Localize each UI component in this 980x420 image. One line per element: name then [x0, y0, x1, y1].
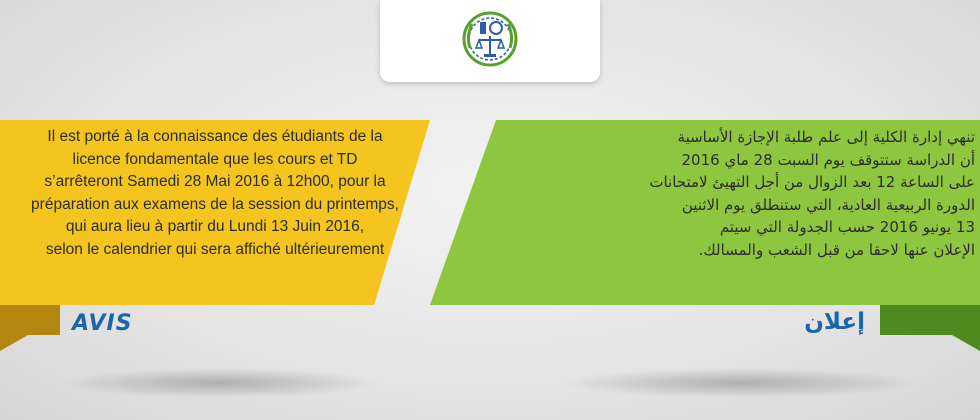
- university-emblem-icon: [462, 8, 518, 70]
- banner-shadow-arabic: [560, 368, 920, 398]
- ribbon-fold-french: [0, 305, 60, 351]
- text-line: أن الدراسة ستتوقف يوم السبت 28 ماي 2016: [681, 150, 975, 169]
- logo-card: [380, 0, 600, 82]
- avis-label: AVIS: [72, 311, 133, 336]
- text-line: الإعلان عنها لاحقا من قبل الشعب والمسالك.: [698, 240, 975, 259]
- text-line: s’arrêteront Samedi 28 Mai 2016 à 12h00, pour la: [44, 173, 386, 190]
- text-line: 13 يونيو 2016 حسب الجدولة التي سيتم: [719, 218, 975, 236]
- text-line: qui aura lieu à partir du Lundi 13 Juin 2016,: [65, 218, 365, 235]
- ilan-label: إعلان: [804, 309, 865, 335]
- text-line: الدورة الربيعية العادية، التي ستنطلق يوم الاثنين: [681, 195, 975, 214]
- text-line: تنهي إدارة الكلية إلى علم طلبة الإجازة الأساسية: [677, 128, 975, 146]
- announcement-text-french: [8, 126, 422, 261]
- text-line: licence fondamentale que les cours et TD: [72, 150, 358, 168]
- ribbon-fold-arabic: [880, 305, 980, 351]
- text-line: Il est porté à la connaissance des étudiants de la: [47, 128, 383, 145]
- text-line: selon le calendrier qui sera affiché ultérieurement: [45, 240, 385, 258]
- text-line: préparation aux examens de la session du printemps,: [31, 195, 399, 213]
- text-line: على الساعة 12 بعد الزوال من أجل التهيئ لامتحانات: [649, 173, 975, 191]
- announcement-text-arabic: [505, 126, 975, 261]
- banner-shadow-french: [60, 368, 380, 398]
